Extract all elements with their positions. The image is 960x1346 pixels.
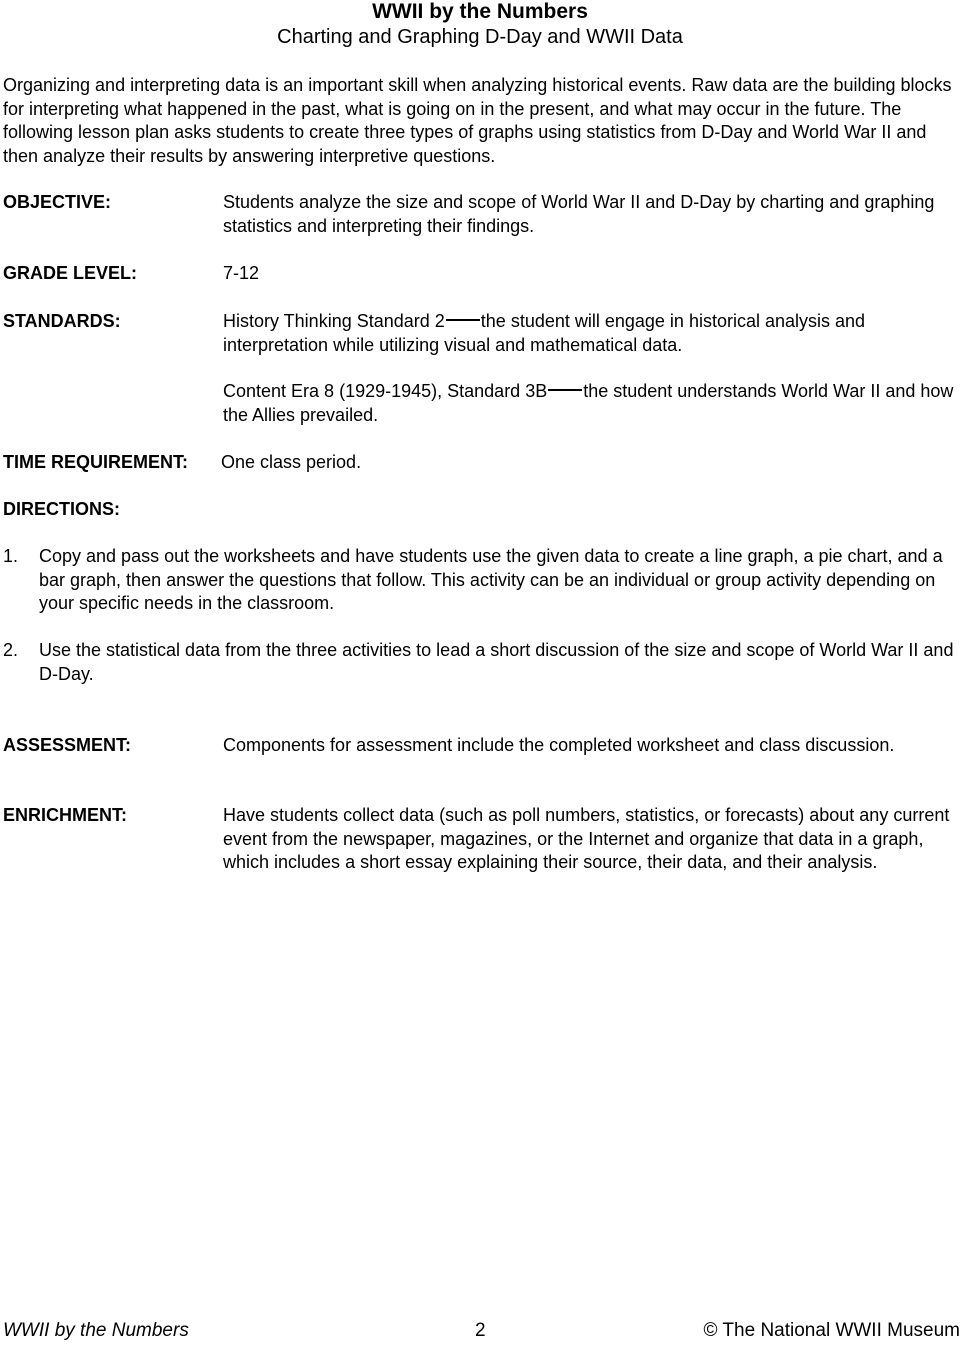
- objective-text: Students analyze the size and scope of World War II and D-Day by charting and graphing statistics and interpreting their findings.: [223, 192, 935, 236]
- grade-level-value: 7-12: [223, 263, 260, 283]
- assessment-text: Components for assessment include the completed worksheet and class discussion.: [223, 735, 895, 755]
- em-dash: [548, 389, 582, 391]
- objective-label: OBJECTIVE:: [3, 192, 112, 212]
- em-dash: [446, 319, 480, 321]
- standard-rest: the student understands World War II and how the Allies prevailed.: [223, 381, 954, 425]
- direction-text: Use the statistical data from the three activities to lead a short discussion of the size and scope of World War II and D-Day.: [39, 640, 954, 684]
- standard-lead: History Thinking Standard 2: [223, 311, 445, 331]
- standard-item: [223, 310, 957, 357]
- footer-page-number: 2: [475, 1320, 486, 1341]
- standard-lead: Content Era 8 (1929-1945), Standard 3B: [223, 381, 548, 401]
- time-requirement-label: TIME REQUIREMENT:: [3, 452, 189, 472]
- grade-level-label: GRADE LEVEL:: [3, 263, 138, 283]
- enrichment-label: ENRICHMENT:: [3, 805, 127, 825]
- time-requirement-value: One class period.: [221, 452, 362, 472]
- directions-label: DIRECTIONS:: [3, 499, 120, 519]
- direction-text: Copy and pass out the worksheets and have students use the given data to create a line graph, a pie chart, and a bar graph, then answer the questions that follow. This activity can be an individual or group activity depending on your specific needs in the classroom.: [39, 546, 943, 613]
- standard-item: [223, 380, 957, 427]
- page-subtitle: Charting and Graphing D-Day and WWII Data: [277, 26, 683, 48]
- footer-copyright: © The National WWII Museum: [703, 1320, 960, 1341]
- intro-paragraph: Organizing and interpreting data is an important skill when analyzing historical events. Raw data are the building blocks for interpreting what happened in the past, what is going on in the present, and what may occur in the future. The following lesson plan asks students to create three types of graphs using statistics from D-Day and World War II and then analyze their results by answering interpretive questions.: [3, 75, 952, 166]
- standard-rest: the student will engage in historical analysis and interpretation while utilizing visual and mathematical data.: [223, 311, 866, 355]
- direction-number: 1.: [3, 546, 19, 566]
- standards-label: STANDARDS:: [3, 311, 121, 331]
- footer-title: WWII by the Numbers: [3, 1320, 189, 1341]
- enrichment-text: Have students collect data (such as poll numbers, statistics, or forecasts) about any current event from the newspaper, magazines, or the Internet and organize that data in a graph, which includes a short essay explaining their source, their data, and their analysis.: [223, 805, 950, 872]
- direction-number: 2.: [3, 640, 19, 660]
- page-title: WWII by the Numbers: [372, 0, 588, 23]
- assessment-label: ASSESSMENT:: [3, 735, 132, 755]
